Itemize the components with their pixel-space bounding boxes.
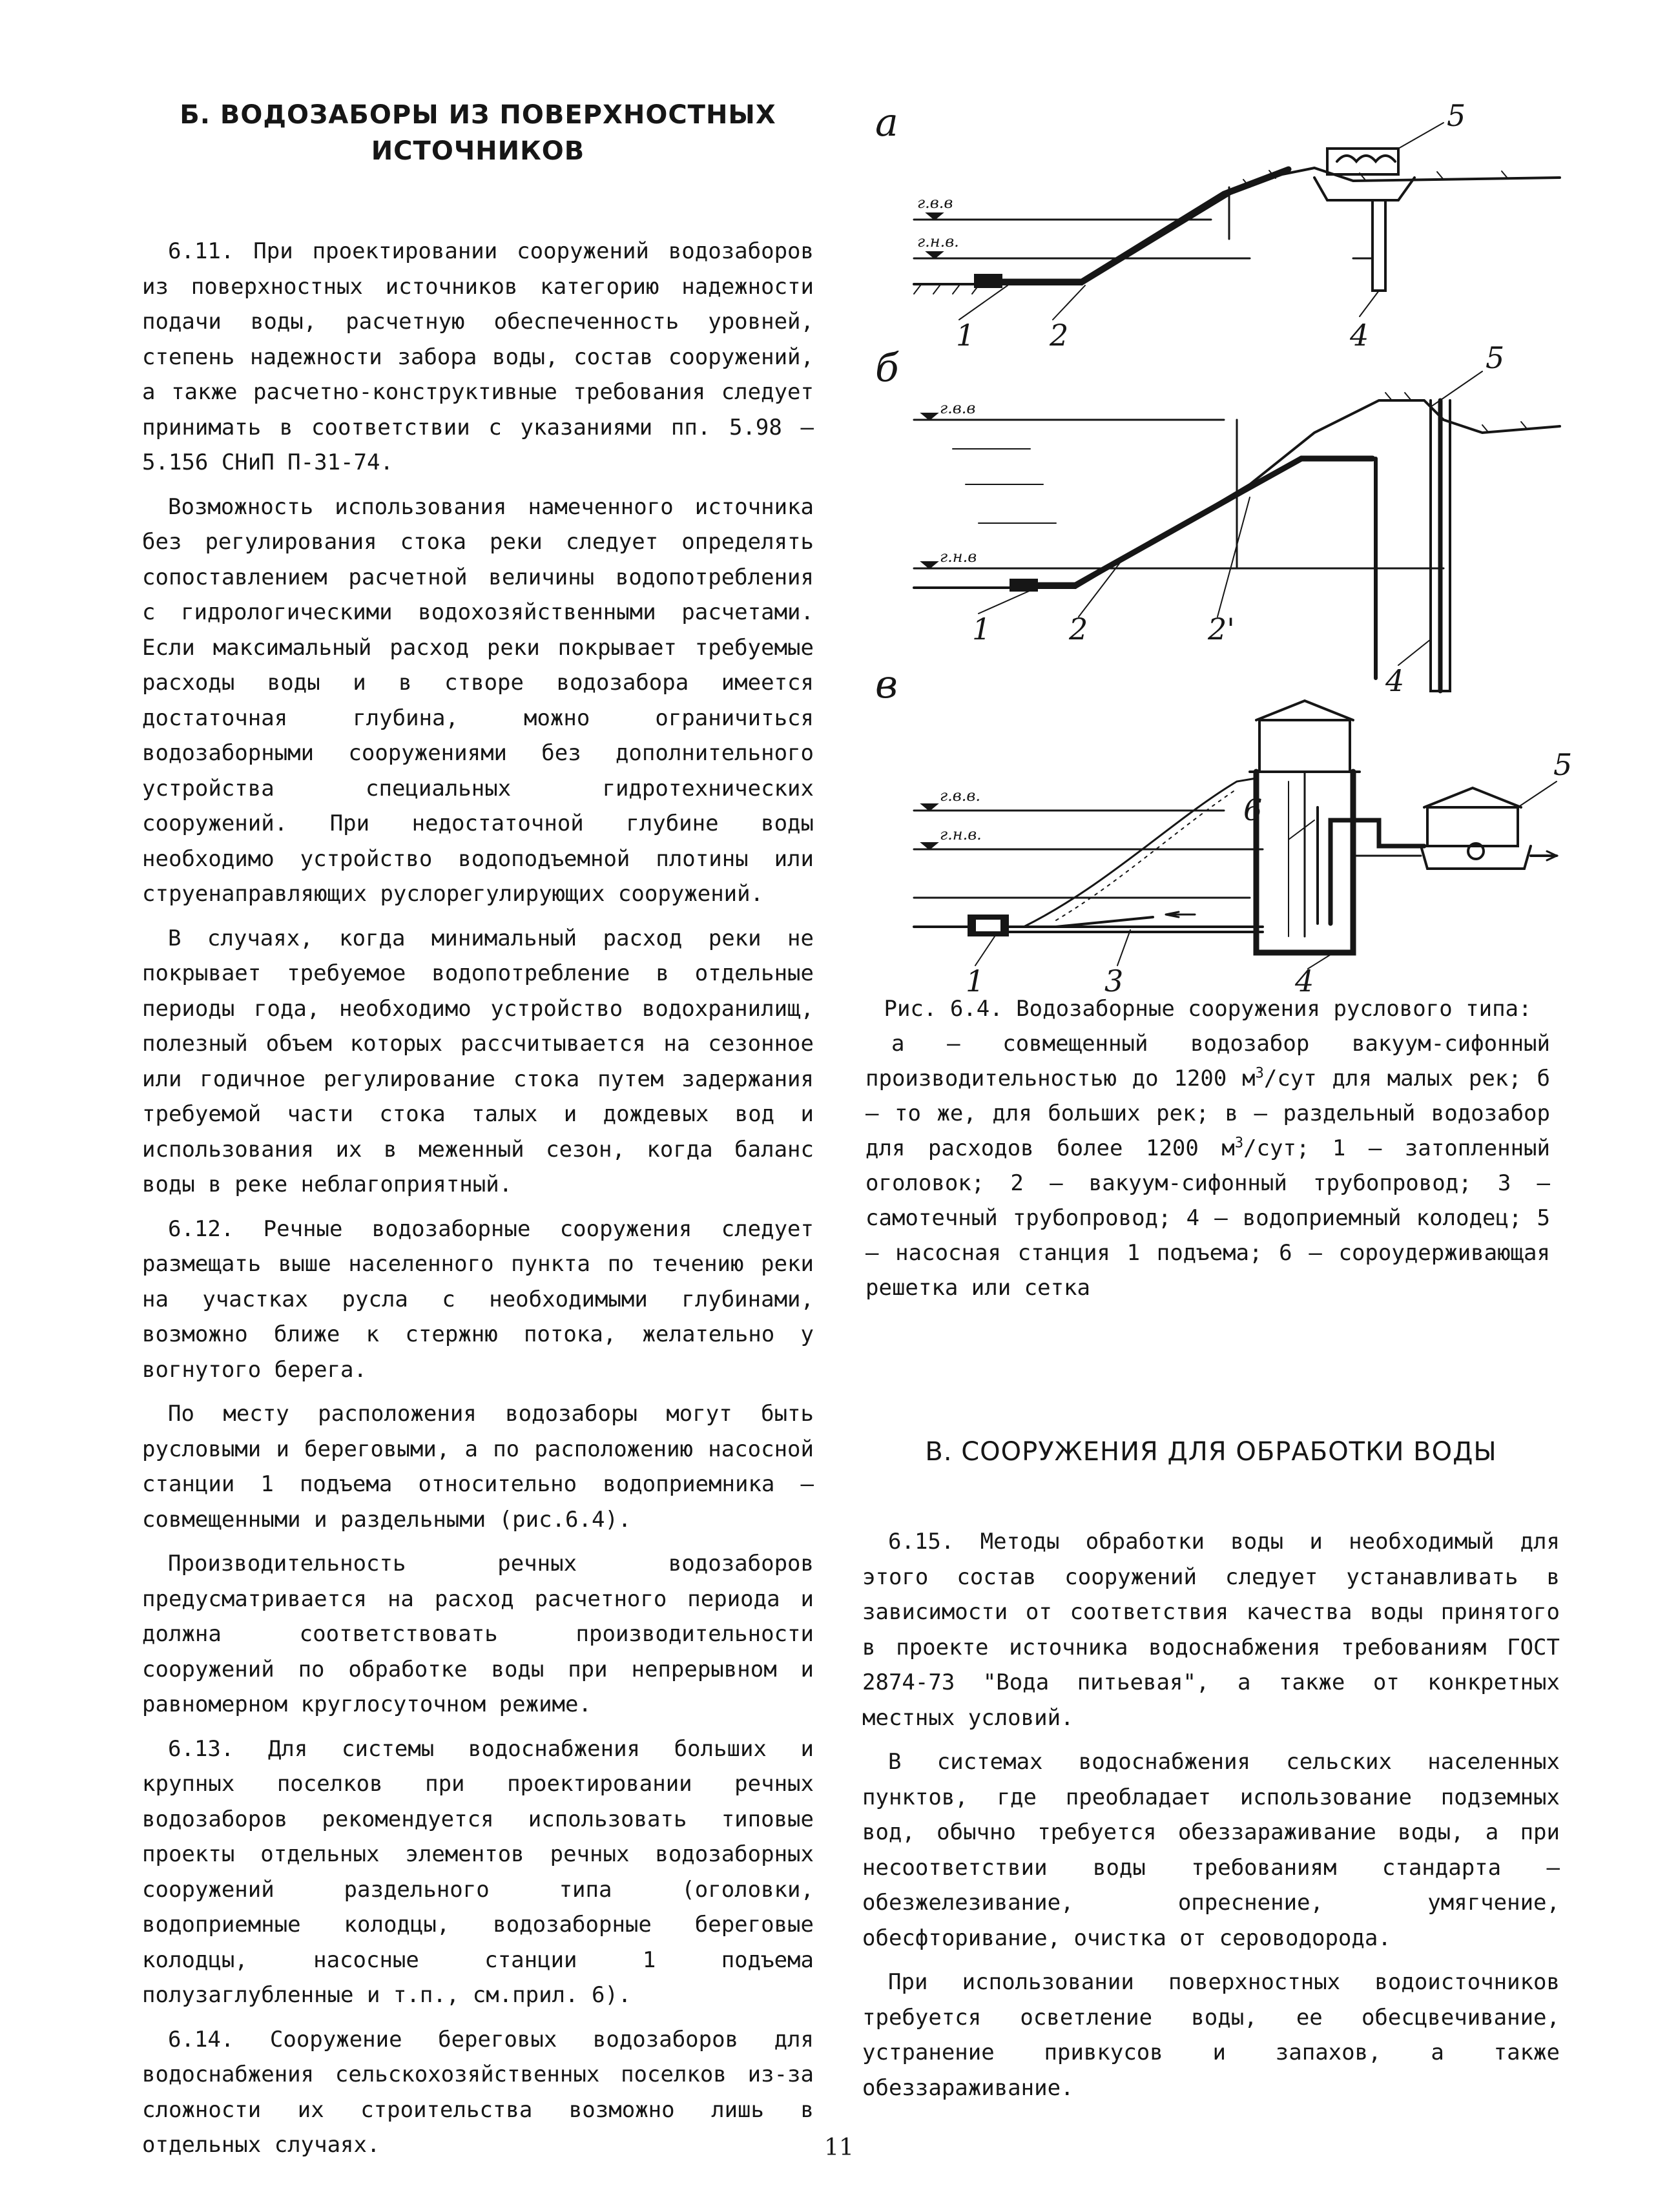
figure-caption	[865, 991, 1550, 1305]
figure-6-4	[862, 97, 1573, 998]
paragraph-capacity: Производительность речных водозаборов предусматривается на расход расчетного периода и должна соответствовать производительности сооружений по обработке воды при непрерывном и равномерном круглосуточном режиме.	[142, 1551, 814, 1717]
caption-part2: /сут для малых рек; б – то же, для больших рек; в – раздельный водозабор для расходов более 1200 м	[865, 1066, 1550, 1161]
caption-part3: /сут; 1 – затопленный оголовок; 2 – вакуум-сифонный трубопровод; 3 – самотечный трубопровод; 4 – водоприемный колодец; 5 – насосная станция 1 подъема; 6 – сороудерживающая решетка или сетка	[865, 1135, 1550, 1301]
num-2-a: 2	[1050, 318, 1069, 353]
label-gnv-b: г.н.в	[940, 548, 977, 566]
panel-a-label: а	[875, 100, 898, 145]
paragraph-rural-systems: В системах водоснабжения сельских населенных пунктов, где преобладает использование подземных вод, обычно требуется обеззараживание воды, а при несоответствии воды требованиям стандарта – обезжелезивание, опреснение, умягчение, обесфторивание, очистка от сероводорода.	[862, 1749, 1560, 1951]
paragraph-6-14: 6.14. Сооружение береговых водозаборов для водоснабжения сельскохозяйственных поселков из-за сложности их строительства возможно лишь в отдельных случаях.	[142, 2026, 814, 2158]
right-column-text	[862, 1524, 1560, 2114]
num-1-v: 1	[966, 964, 985, 998]
num-4-v: 4	[1295, 964, 1314, 998]
num-3-v: 3	[1104, 964, 1124, 998]
label-gvv-b: г.в.в	[940, 399, 976, 417]
panel-a-diagram	[914, 123, 1560, 320]
paragraph-6-11: 6.11. При проектировании сооружений водозаборов из поверхностных источников категорию надежности подачи воды, расчетную обеспеченность уровней, степень надежности забора воды, состав сооружений, а также расчетно-конструктивные требования следует принимать в соответствии с указаниями пп. 5.98 – 5.156 СНиП П-31-74.	[142, 238, 814, 475]
caption-title: Рис. 6.4. Водозаборные сооружения руслового типа:	[884, 996, 1532, 1022]
label-gvv-v: г.в.в.	[940, 787, 980, 805]
paragraph-6-12: 6.12. Речные водозаборные сооружения следует размещать выше населенного пункта по течению реки на участках русла с необходимыми глубинами, возможно ближе к стержню потока, желательно у вогнутого берега.	[142, 1215, 814, 1383]
section-b-heading	[142, 97, 814, 169]
label-gnv-a: г.н.в.	[917, 233, 959, 251]
num-1-b: 1	[972, 612, 991, 646]
caption-body	[865, 1026, 1550, 1305]
caption-sup1: 3	[1255, 1065, 1264, 1082]
num-4-a: 4	[1350, 318, 1369, 353]
paragraph-intake-types: По месту расположения водозаборы могут быть русловыми и береговыми, а по расположению насосной станции 1 подъема относительно водоприемника – совмещенными и раздельными (рис.6.4).	[142, 1401, 814, 1533]
label-gnv-v: г.н.в.	[940, 825, 982, 843]
left-column	[142, 97, 814, 2172]
num-6-v: 6	[1243, 792, 1263, 827]
section-b-heading-line2: ИСТОЧНИКОВ	[371, 136, 585, 166]
paragraph-source-regulation: Возможность использования намеченного источника без регулирования стока реки следует определять сопоставлением расчетной величины водопотребления с гидрологическими водохозяйственными расчетами. Если максимальный расход реки покрывает требуемые расходы воды и в створе водозабора имеется достаточная глубина, можно ограничиться водозаборными сооружениями без дополнительного устройства специальных гидротехнических сооружений. При недостаточной глубине воды необходимо устройство водоподъемной плотины или струенаправляющих руслорегулирующих сооружений.	[142, 493, 814, 907]
panel-v-diagram	[914, 701, 1557, 969]
num-2prime-b: 2'	[1208, 612, 1235, 646]
num-2-b: 2	[1069, 612, 1088, 646]
num-4-b: 4	[1385, 663, 1405, 698]
section-v-heading: В. СООРУЖЕНИЯ ДЛЯ ОБРАБОТКИ ВОДЫ	[925, 1437, 1497, 1467]
caption-sup2: 3	[1234, 1135, 1244, 1152]
num-1-a: 1	[956, 318, 975, 353]
panel-b-label: б	[875, 346, 899, 391]
num-5-b: 5	[1486, 340, 1505, 375]
caption-part1: а – совмещенный водозабор вакуум-сифонный производительностью до 1200 м	[865, 1031, 1550, 1091]
paragraph-6-13: 6.13. Для системы водоснабжения больших и крупных поселков при проектировании речных водозаборов рекомендуется использовать типовые проекты отдельных элементов речных водозаборных сооружений раздельного типа (оголовки, водоприемные колодцы, водозаборные береговые колодцы, насосные станции 1 подъема полузаглубленные и т.п., см.прил. 6).	[142, 1735, 814, 2008]
panel-v-label: в	[875, 662, 898, 707]
label-gvv-a: г.в.в	[917, 194, 953, 212]
paragraph-surface-sources: При использовании поверхностных водоисточников требуется осветление воды, ее обесцвечивание, устранение привкусов и запахов, а также обеззараживание.	[862, 1969, 1560, 2101]
num-5-a: 5	[1447, 98, 1466, 133]
num-5-v: 5	[1553, 747, 1573, 782]
paragraph-6-15: 6.15. Методы обработки воды и необходимый для этого состав сооружений следует устанавливать в зависимости от соответствия качества воды принятого в проекте источника водоснабжения требованиям ГОСТ 2874-73 "Вода питьевая", а также от конкретных местных условий.	[862, 1529, 1560, 1731]
section-b-heading-line1: Б. ВОДОЗАБОРЫ ИЗ ПОВЕРХНОСТНЫХ	[180, 100, 776, 130]
paragraph-reservoirs: В случаях, когда минимальный расход реки не покрывает требуемое водопотребление в отдельные периоды года, необходимо устройство водохранилищ, полезный объем которых рассчитывается на сезонное или годичное регулирование стока путем задержания требуемой части стока талых и дождевых вод и использования их в меженный сезон, когда баланс воды в реке неблагоприятный.	[142, 925, 814, 1197]
panel-b-diagram	[914, 371, 1560, 691]
page-number: 11	[824, 2134, 854, 2161]
